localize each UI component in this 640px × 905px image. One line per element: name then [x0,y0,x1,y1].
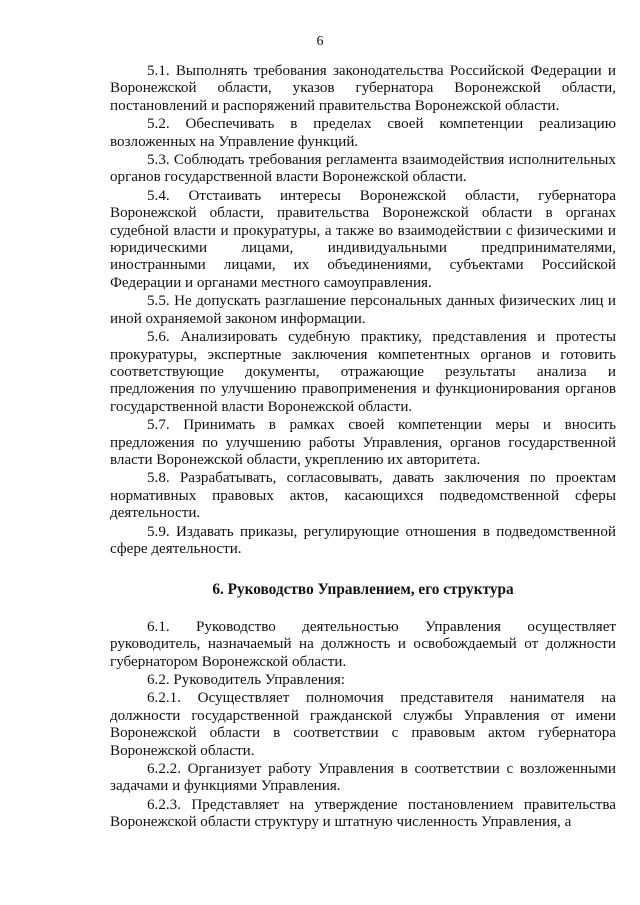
paragraph-5-7: 5.7. Принимать в рамках своей компетенции меры и вносить предложения по улучшению работы Управления, органов государственной власти Воронежской области, укреплению их авторитета. [110,417,616,468]
paragraph-5-3: 5.3. Соблюдать требования регламента взаимодействия исполнительных органов государственной власти Воронежской области. [110,152,616,186]
paragraph-6-2-1: 6.2.1. Осуществляет полномочия представителя нанимателя на должности государственной гражданской службы Управления от имени Воронежской области в соответствии с правовым актом губернатора Воронежской области. [110,690,616,759]
paragraph-5-1: 5.1. Выполнять требования законодательства Российской Федерации и Воронежской области, указов губернатора Воронежской области, постановлений и распоряжений правительства Воронежской области. [110,63,616,114]
paragraph-5-8: 5.8. Разрабатывать, согласовывать, давать заключения по проектам нормативных правовых актов, касающихся подведомственной сферы деятельности. [110,470,616,522]
paragraph-6-2-3: 6.2.3. Представляет на утверждение постановлением правительства Воронежской области структуру и штатную численность Управления, а [110,796,616,831]
paragraph-6-2-2: 6.2.2. Организует работу Управления в соответствии с возложенными задачами и функциями Управления. [110,761,616,795]
page-number: 6 [316,34,324,49]
paragraph-5-9: 5.9. Издавать приказы, регулирующие отношения в подведомственной сфере деятельности. [110,523,616,557]
section-heading: 6. Руководство Управлением, его структура [212,581,514,599]
document-body [110,63,616,833]
paragraph-5-5: 5.5. Не допускать разглашение персональных данных физических лиц и иной охраняемой законом информации. [110,293,616,327]
paragraph-6-1: 6.1. Руководство деятельностью Управления осуществляет руководитель, назначаемый на должность и освобождаемый от должности губернатором Воронежской области. [110,618,616,670]
paragraph-6-2: 6.2. Руководитель Управления: [147,672,345,688]
paragraph-5-4: 5.4. Отстаивать интересы Воронежской области, губернатора Воронежской области, правительства Воронежской области в органах судебной власти и прокуратуры, а также во взаимодействии с физическими и юридическими лицами, индивидуальными предпринимателями, иностранными лицами, их объединениями, субъектами Российской Федерации и органами местного самоуправления. [110,187,616,291]
paragraph-5-2: 5.2. Обеспечивать в пределах своей компетенции реализацию возложенных на Управление функций. [110,116,616,150]
paragraph-5-6: 5.6. Анализировать судебную практику, представления и протесты прокуратуры, экспертные заключения компетентных органов и готовить соответствующие документы, отражающие результаты анализа и предложения по улучшению правоприменения и функционирования органов государственной власти Воронежской области. [110,329,616,415]
